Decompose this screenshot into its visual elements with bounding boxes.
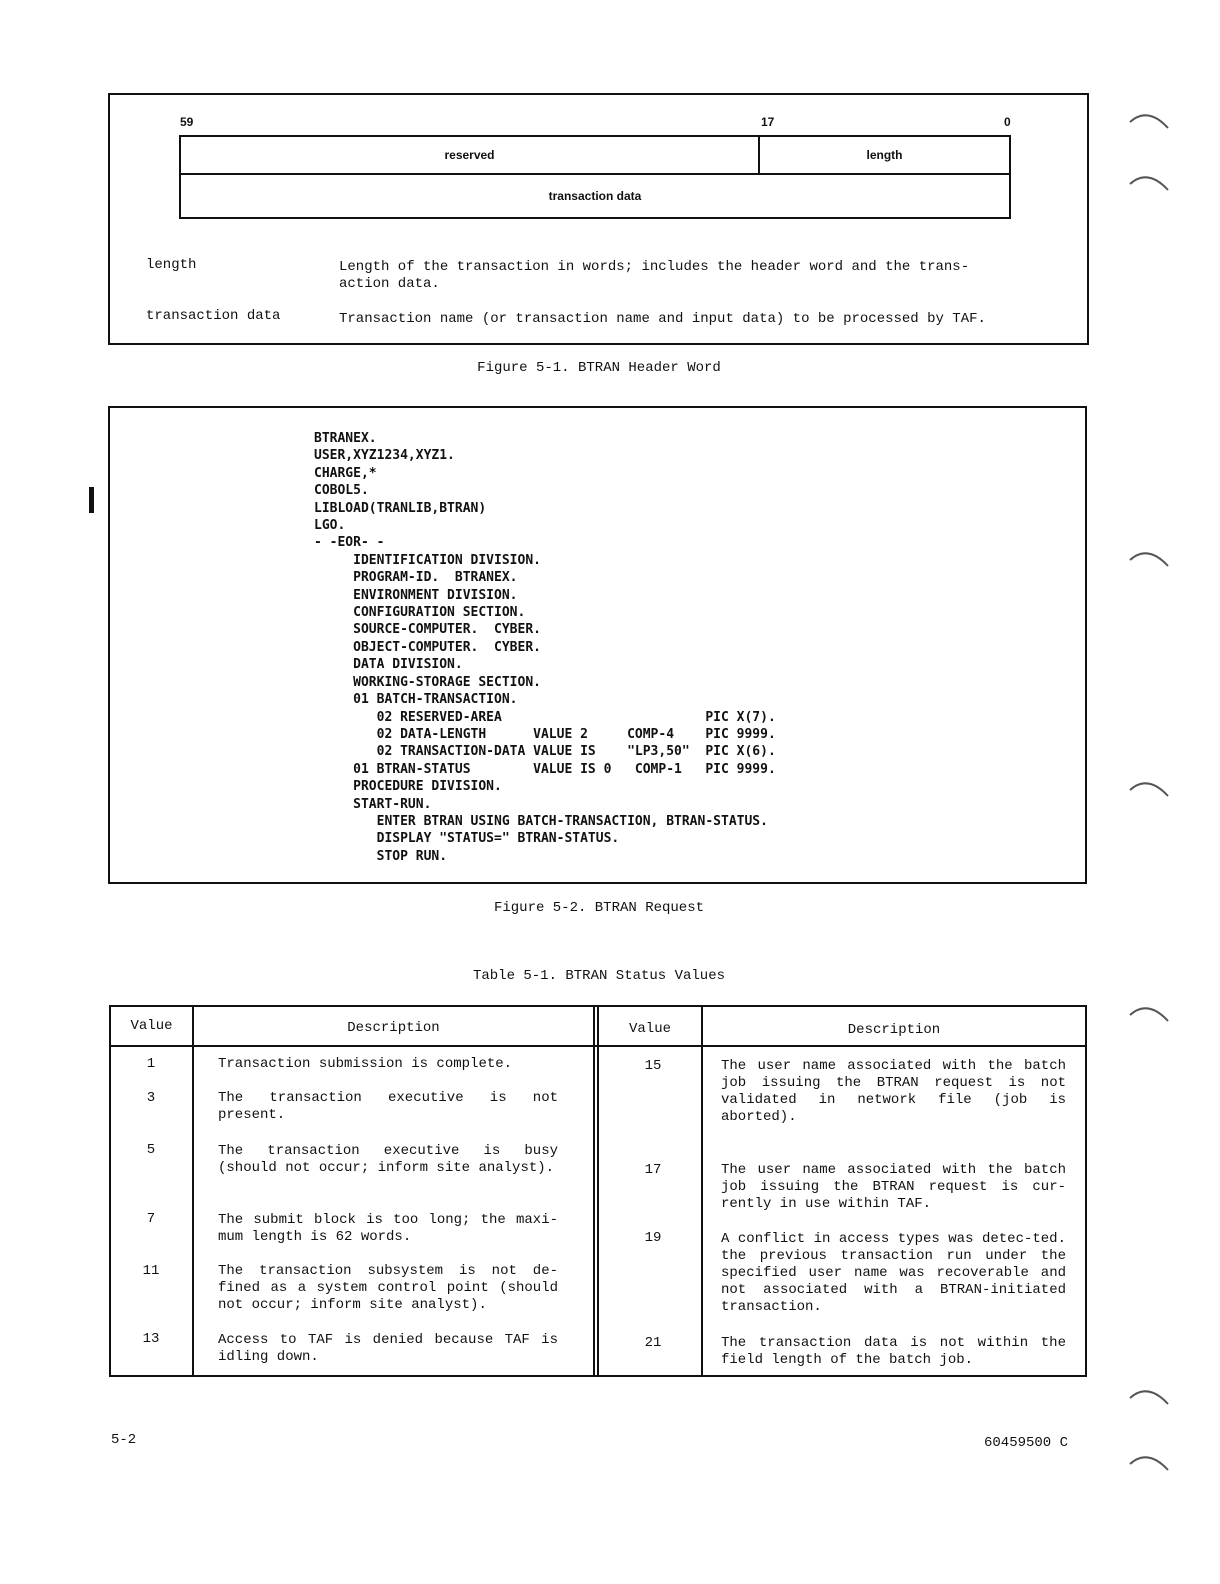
status-description: Transaction submission is complete. <box>218 1056 513 1072</box>
status-values-table <box>109 1005 1087 1377</box>
bit-label-59: 59 <box>180 115 194 129</box>
binder-hole-mark-icon <box>1128 110 1172 132</box>
status-value: 21 <box>644 1335 662 1351</box>
bit-label-0: 0 <box>1004 115 1011 129</box>
field-transaction-data: transaction data <box>179 173 1011 219</box>
status-value: 15 <box>644 1058 662 1074</box>
status-description: The transaction subsystem is not de-fined as a system control point (should not occur; inform site analyst). <box>218 1263 558 1313</box>
status-description: The submit block is too long; the maxi-mum length is 62 words. <box>218 1212 558 1245</box>
definition-text-transaction-data: Transaction name (or transaction name and input data) to be processed by TAF. <box>339 311 986 327</box>
status-value: 5 <box>146 1142 156 1158</box>
figure2-caption: Figure 5-2. BTRAN Request <box>493 900 705 916</box>
table-rule <box>701 1007 703 1375</box>
change-bar <box>89 487 94 513</box>
code-listing: BTRANEX. USER,XYZ1234,XYZ1. CHARGE,* COBOL5. LIBLOAD(TRANLIB,BTRAN) LGO. - -EOR- - IDENTIFICATION DIVISION. PROGRAM-ID. BTRANEX. ENVIRONMENT DIVISION. CONFIGURATION SECTION. SOURCE-COMPUTER. CYBER. OBJECT-COMPUTER. CYBER. DATA DIVISION. WORKING-STORAGE SECTION. 01 BATCH-TRANSACTION. 02 RESERVED-AREA PIC X(7). 02 DATA-LENGTH VALUE 2 COMP-4 PIC 9999. 02 TRANSACTION-DATA VALUE IS "LP3,50" PIC X(6). 01 BTRAN-STATUS VALUE IS 0 COMP-1 PIC 9999. PROCEDURE DIVISION. START-RUN. ENTER BTRAN USING BATCH-TRANSACTION, BTRAN-STATUS. DISPLAY "STATUS=" BTRAN-STATUS. STOP RUN. <box>314 431 776 864</box>
figure-btran-request <box>108 406 1087 884</box>
status-value: 17 <box>644 1162 662 1178</box>
table-rule <box>192 1007 194 1375</box>
definition-text-length: Length of the transaction in words; includes the header word and the trans- action data. <box>339 259 970 292</box>
header-value-right: Value <box>628 1021 671 1037</box>
status-description: The transaction executive is busy (should not occur; inform site analyst). <box>218 1143 558 1176</box>
definition-term-transaction-data: transaction data <box>146 308 281 324</box>
binder-hole-mark-icon <box>1128 1452 1172 1474</box>
bit-label-17: 17 <box>761 115 775 129</box>
binder-hole-mark-icon <box>1128 1003 1172 1025</box>
binder-hole-mark-icon <box>1128 172 1172 194</box>
status-value: 19 <box>644 1230 662 1246</box>
status-description: Access to TAF is denied because TAF is idling down. <box>218 1332 558 1365</box>
table-rule <box>593 1007 595 1375</box>
header-description-right: Description <box>847 1022 941 1038</box>
table-rule <box>597 1007 599 1375</box>
binder-hole-mark-icon <box>1128 548 1172 570</box>
table-title: Table 5-1. BTRAN Status Values <box>472 968 726 984</box>
page-number: 5-2 <box>111 1432 137 1448</box>
definition-term-length: length <box>146 257 197 273</box>
table-header-rule <box>111 1045 1085 1047</box>
status-description: A conflict in access types was detec-ted. the previous transaction run under the specified user name was recoverable and not associated with a BTRAN-initiated transaction. <box>721 1231 1066 1315</box>
status-description: The transaction executive is not present. <box>218 1090 558 1123</box>
document-number: 60459500 C <box>984 1435 1069 1451</box>
status-value: 1 <box>146 1056 156 1072</box>
binder-hole-mark-icon <box>1128 1386 1172 1408</box>
binder-hole-mark-icon <box>1128 778 1172 800</box>
status-description: The user name associated with the batch job issuing the BTRAN request is cur-rently in use within TAF. <box>721 1162 1066 1212</box>
status-value: 7 <box>146 1211 156 1227</box>
header-value-left: Value <box>130 1018 173 1034</box>
status-description: The user name associated with the batch job issuing the BTRAN request is not validated in network file (job is aborted). <box>721 1058 1066 1125</box>
figure-header-word <box>108 93 1089 345</box>
status-value: 13 <box>142 1331 160 1347</box>
field-reserved: reserved <box>179 135 760 175</box>
field-length: length <box>758 135 1011 175</box>
status-value: 11 <box>142 1263 160 1279</box>
status-value: 3 <box>146 1090 156 1106</box>
header-description-left: Description <box>347 1020 440 1036</box>
figure1-caption: Figure 5-1. BTRAN Header Word <box>477 360 721 376</box>
status-description: The transaction data is not within the field length of the batch job. <box>721 1335 1066 1368</box>
